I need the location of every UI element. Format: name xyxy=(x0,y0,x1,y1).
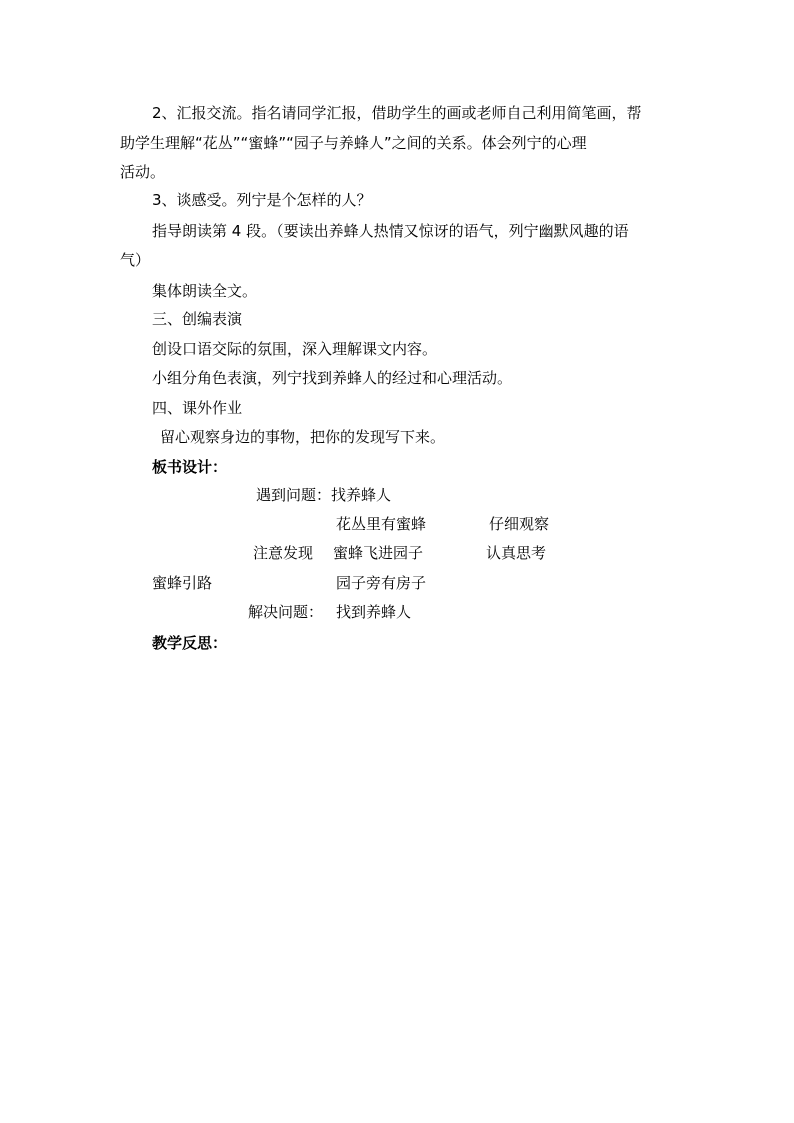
paragraph-reading-line-2: 气） xyxy=(120,251,151,269)
paragraph-atmosphere: 创设口语交际的氛围，深入理解课文内容。 xyxy=(152,340,438,358)
paragraph-report-line-3: 活动。 xyxy=(120,163,166,181)
paragraph-group-reading: 集体朗读全文。 xyxy=(152,282,258,300)
board-design-heading: 板书设计： xyxy=(152,458,228,476)
paragraph-report-line-1: 2、汇报交流。指名请同学汇报，借助学生的画或老师自己利用简笔画，帮 xyxy=(152,104,642,122)
paragraph-homework: 留心观察身边的事物，把你的发现写下来。 xyxy=(160,428,446,446)
section-heading-homework: 四、课外作业 xyxy=(152,399,243,417)
board-row3-middle: 蜜蜂飞进园子 xyxy=(333,544,424,562)
board-row3-left: 注意发现 xyxy=(253,544,314,562)
section-heading-performance: 三、创编表演 xyxy=(152,310,243,328)
paragraph-role-play: 小组分角色表演，列宁找到养蜂人的经过和心理活动。 xyxy=(152,369,513,387)
board-row2-middle: 花丛里有蜜蜂 xyxy=(336,515,427,533)
board-row3-right: 认真思考 xyxy=(486,544,547,562)
board-row-problem: 遇到问题：找养蜂人 xyxy=(256,486,392,504)
board-row5-left: 解决问题： xyxy=(248,603,324,621)
teaching-reflection-heading: 教学反思： xyxy=(152,634,228,652)
board-row4-middle: 园子旁有房子 xyxy=(336,574,427,592)
paragraph-reading-line-1: 指导朗读第 4 段。（要读出养蜂人热情又惊讶的语气，列宁幽默风趣的语 xyxy=(152,222,629,240)
board-row5-middle: 找到养蜂人 xyxy=(336,603,412,621)
board-row2-right: 仔细观察 xyxy=(489,515,550,533)
paragraph-report-line-2: 助学生理解“花丛”“蜜蜂”“园子与养蜂人”之间的关系。体会列宁的心理 xyxy=(120,134,587,152)
board-row4-left: 蜜蜂引路 xyxy=(152,574,213,592)
paragraph-feelings: 3、谈感受。列宁是个怎样的人？ xyxy=(152,191,372,209)
